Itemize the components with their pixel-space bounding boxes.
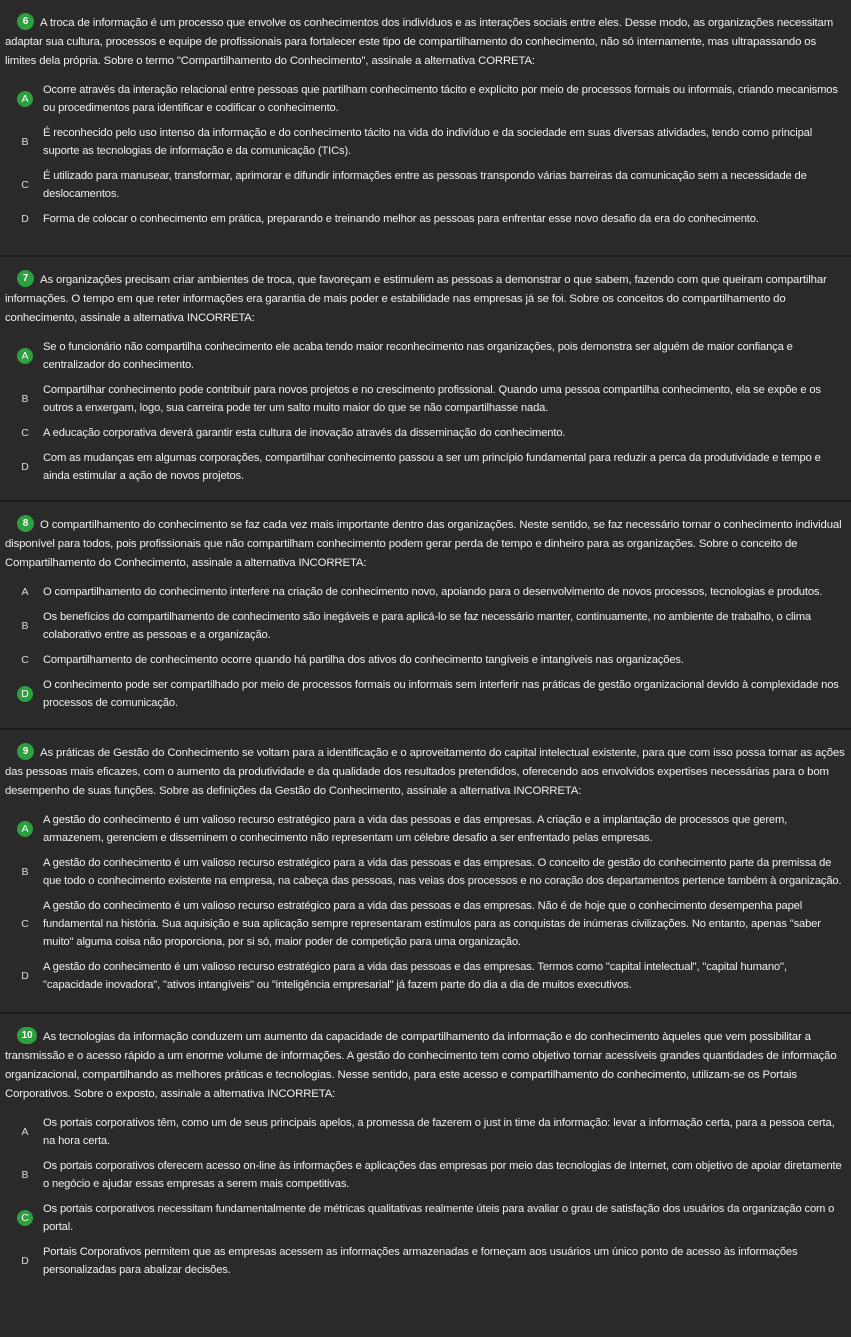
option-letter[interactable]: D bbox=[21, 970, 29, 982]
option-d[interactable] bbox=[5, 449, 845, 485]
option-text: A educação corporativa deverá garantir esta cultura de inovação através da disseminação do conhecimento. bbox=[43, 427, 566, 439]
option-letter-selected[interactable]: A bbox=[17, 91, 33, 107]
question-10 bbox=[0, 1012, 851, 1337]
option-letter[interactable]: D bbox=[21, 461, 29, 473]
option-letter[interactable]: B bbox=[21, 866, 29, 878]
option-d[interactable] bbox=[5, 958, 845, 994]
option-c[interactable] bbox=[5, 1200, 845, 1236]
option-c[interactable] bbox=[5, 167, 845, 203]
option-letter[interactable]: B bbox=[21, 1169, 29, 1181]
option-letter[interactable]: B bbox=[21, 620, 29, 632]
option-text: Os portais corporativos oferecem acesso on-line às informações e aplicações das empresas por meio das tecnologias de Internet, com objetivo de apoiar diretamente o negócio e ajudar essas empresas a serem mais competitivas. bbox=[43, 1160, 842, 1190]
option-text: O conhecimento pode ser compartilhado por meio de processos formais ou informais sem interferir nas práticas de gestão organizacional devido à complexidade nos processos de comunicação. bbox=[43, 679, 839, 709]
option-letter-selected[interactable]: A bbox=[17, 348, 33, 364]
option-letter[interactable]: C bbox=[21, 179, 29, 191]
option-letter[interactable]: A bbox=[21, 1126, 29, 1138]
option-text: Compartilhar conhecimento pode contribuir para novos projetos e no crescimento profissional. Quando uma pessoa compartilha conhecimento, ela se expõe e os outros a enxergam, logo, sua carreira pode ter um salto muito maior do que se não compartilhasse nada. bbox=[43, 384, 821, 414]
option-d[interactable] bbox=[5, 676, 845, 712]
option-text: Forma de colocar o conhecimento em prática, preparando e treinando melhor as pessoas para enfrentar esse novo desafio da era do conhecimento. bbox=[43, 213, 759, 225]
question-number-badge: 6 bbox=[17, 13, 34, 30]
option-b[interactable] bbox=[5, 608, 845, 644]
option-b[interactable] bbox=[5, 1157, 845, 1193]
question-text: As práticas de Gestão do Conhecimento se voltam para a identificação e o aproveitamento do capital intelectual existente, para que com isso possa tornar as ações das pessoas mais eficazes, com o aumento da produtividade e da qualidade dos resultados pretendidos, oferecendo aos envolvidos expertises necessárias para o bom desempenho de suas funções. Sobre as definições da Gestão do Conhecimento, assinale a alternativa INCORRETA: bbox=[5, 747, 845, 797]
question-text: O compartilhamento do conhecimento se faz cada vez mais importante dentro das organizações. Neste sentido, se faz necessário tornar o conhecimento individual disponível para todos, pois profissionais que não compartilham conhecimento podem gerar perda de tempo e dinheiro para as organizações. Sobre o conceito de Compartilhamento do Conhecimento, assinale a alternativa INCORRETA: bbox=[5, 519, 842, 569]
option-text: Se o funcionário não compartilha conhecimento ele acaba tendo maior reconhecimento nas organizações, pois demonstra ser alguém de maior confiança e centralizador do conhecimento. bbox=[43, 341, 793, 371]
option-c[interactable] bbox=[5, 897, 845, 951]
option-c[interactable] bbox=[5, 651, 845, 669]
question-stem bbox=[5, 1028, 845, 1104]
question-number-badge: 8 bbox=[17, 515, 34, 532]
option-text: Compartilhamento de conhecimento ocorre quando há partilha dos ativos do conhecimento tangíveis e intangíveis nas organizações. bbox=[43, 654, 684, 666]
option-a[interactable] bbox=[5, 583, 845, 601]
option-d[interactable] bbox=[5, 1243, 845, 1279]
option-text: Ocorre através da interação relacional entre pessoas que partilham conhecimento tácito e explícito por meio de processos formais ou informais, criando mecanismos ou procedimentos para identificar e codificar o conhecimento. bbox=[43, 84, 838, 114]
option-b[interactable] bbox=[5, 381, 845, 417]
question-stem bbox=[5, 271, 845, 328]
option-letter[interactable]: D bbox=[21, 213, 29, 225]
option-text: A gestão do conhecimento é um valioso recurso estratégico para a vida das pessoas e das empresas. O conceito de gestão do conhecimento parte da premissa de que todo o conhecimento existente na empresa, na cabeça das pessoas, nas veias dos processos e no coração dos departamentos pertence também à organização. bbox=[43, 857, 842, 887]
option-text: A gestão do conhecimento é um valioso recurso estratégico para a vida das pessoas e das empresas. A criação e a implantação de processos que gerem, armazenem, gerenciem e disseminem o conhecimento não representam um célebre desafio a ser enfrentado pelas empresas. bbox=[43, 814, 788, 844]
option-text: Portais Corporativos permitem que as empresas acessem as informações armazenadas e forneçam aos usuários um único ponto de acesso às informações personalizadas para abalizar decisões. bbox=[43, 1246, 798, 1276]
question-text: A troca de informação é um processo que envolve os conhecimentos dos indivíduos e as interações sociais entre eles. Desse modo, as organizações necessitam adaptar sua cultura, processos e equipe de profissionais para fortalecer este tipo de compartilhamento do conhecimento, não só internamente, mas ultrapassando os limites dela própria. Sobre o termo "Compartilhamento do Conhecimento", assinale a alternativa CORRETA: bbox=[5, 17, 834, 67]
option-a[interactable] bbox=[5, 81, 845, 117]
option-text: A gestão do conhecimento é um valioso recurso estratégico para a vida das pessoas e das empresas. Não é de hoje que o conhecimento desempenha papel fundamental na história. Sua aquisição e sua aplicação sempre representaram estímulos para as conquistas de inúmeras civilizações. No entanto, apenas "saber muito" alguma coisa não proporciona, por si só, maior poder de competição para uma organização. bbox=[43, 900, 821, 948]
option-letter[interactable]: C bbox=[21, 918, 29, 930]
question-text: As organizações precisam criar ambientes de troca, que favoreçam e estimulem as pessoas a demonstrar o que sabem, fazendo com que queiram compartilhar informações. O tempo em que reter informações era garantia de mais poder e estabilidade nas empresas já se foi. Sobre os conceitos do compartilhamento do conhecimento, assinale a alternativa INCORRETA: bbox=[5, 274, 827, 324]
option-text: É utilizado para manusear, transformar, aprimorar e difundir informações entre as pessoas transpondo várias barreiras da comunicação sem a necessidade de deslocamentos. bbox=[43, 170, 807, 200]
option-b[interactable] bbox=[5, 124, 845, 160]
question-6 bbox=[0, 0, 851, 255]
question-number-badge: 10 bbox=[17, 1027, 37, 1044]
option-b[interactable] bbox=[5, 854, 845, 890]
option-letter[interactable]: A bbox=[21, 586, 29, 598]
question-number-badge: 7 bbox=[17, 270, 34, 287]
option-a[interactable] bbox=[5, 1114, 845, 1150]
option-text: É reconhecido pelo uso intenso da informação e do conhecimento tácito na vida do indivíduo e da sociedade em suas diversas atividades, tendo como principal suporte as tecnologias de informação e da comunicação (TICs). bbox=[43, 127, 813, 157]
question-stem bbox=[5, 516, 845, 573]
option-letter[interactable]: C bbox=[21, 654, 29, 666]
question-text: As tecnologias da informação conduzem um aumento da capacidade de compartilhamento da informação e do conhecimento àqueles que vem possibilitar a transmissão e o acesso rápido a um enorme volume de informações. A gestão do conhecimento tem como objetivo tornar acessíveis grandes quantidades de informação organizacional, compartilhando as melhores práticas e tecnologias. Nesse sentido, para este acesso e compartilhamento do conhecimento, utilizam-se os Portais Corporativos. Sobre o exposto, assinale a alternativa INCORRETA: bbox=[5, 1031, 837, 1100]
option-a[interactable] bbox=[5, 811, 845, 847]
option-letter-selected[interactable]: C bbox=[17, 1210, 33, 1226]
question-stem bbox=[5, 744, 845, 801]
option-letter[interactable]: D bbox=[21, 1255, 29, 1267]
option-text: A gestão do conhecimento é um valioso recurso estratégico para a vida das pessoas e das empresas. Termos como "capital intelectual", "capital humano", "capacidade inovadora", "ativos intangíveis" ou "inteligência empresarial" já fazem parte do dia a dia de muitos executivos. bbox=[43, 961, 787, 991]
option-a[interactable] bbox=[5, 338, 845, 374]
option-text: O compartilhamento do conhecimento interfere na criação de conhecimento novo, apoiando para o desenvolvimento de novos processos, tecnologias e produtos. bbox=[43, 586, 823, 598]
option-letter-selected[interactable]: A bbox=[17, 821, 33, 837]
option-letter[interactable]: B bbox=[21, 393, 29, 405]
question-7 bbox=[0, 255, 851, 500]
option-text: Os portais corporativos necessitam fundamentalmente de métricas qualitativas realmente úteis para avaliar o grau de satisfação dos usuários da organização com o portal. bbox=[43, 1203, 835, 1233]
option-text: Os benefícios do compartilhamento de conhecimento são inegáveis e para aplicá-lo se faz necessário manter, continuamente, no ambiente de trabalho, o clima colaborativo entre as pessoas e a organização. bbox=[43, 611, 811, 641]
question-number-badge: 9 bbox=[17, 743, 34, 760]
option-text: Os portais corporativos têm, como um de seus principais apelos, a promessa de fazerem o just in time da informação: levar a informação certa, para a pessoa certa, na hora certa. bbox=[43, 1117, 835, 1147]
question-9 bbox=[0, 728, 851, 1012]
option-letter-selected[interactable]: D bbox=[17, 686, 33, 702]
option-d[interactable] bbox=[5, 210, 845, 228]
option-letter[interactable]: C bbox=[21, 427, 29, 439]
question-stem bbox=[5, 14, 845, 71]
option-letter[interactable]: B bbox=[21, 136, 29, 148]
option-text: Com as mudanças em algumas corporações, compartilhar conhecimento passou a ser um princípio fundamental para reduzir a perca da produtividade e tempo e ainda estimular a ação de novos projetos. bbox=[43, 452, 821, 482]
question-8 bbox=[0, 500, 851, 728]
option-c[interactable] bbox=[5, 424, 845, 442]
